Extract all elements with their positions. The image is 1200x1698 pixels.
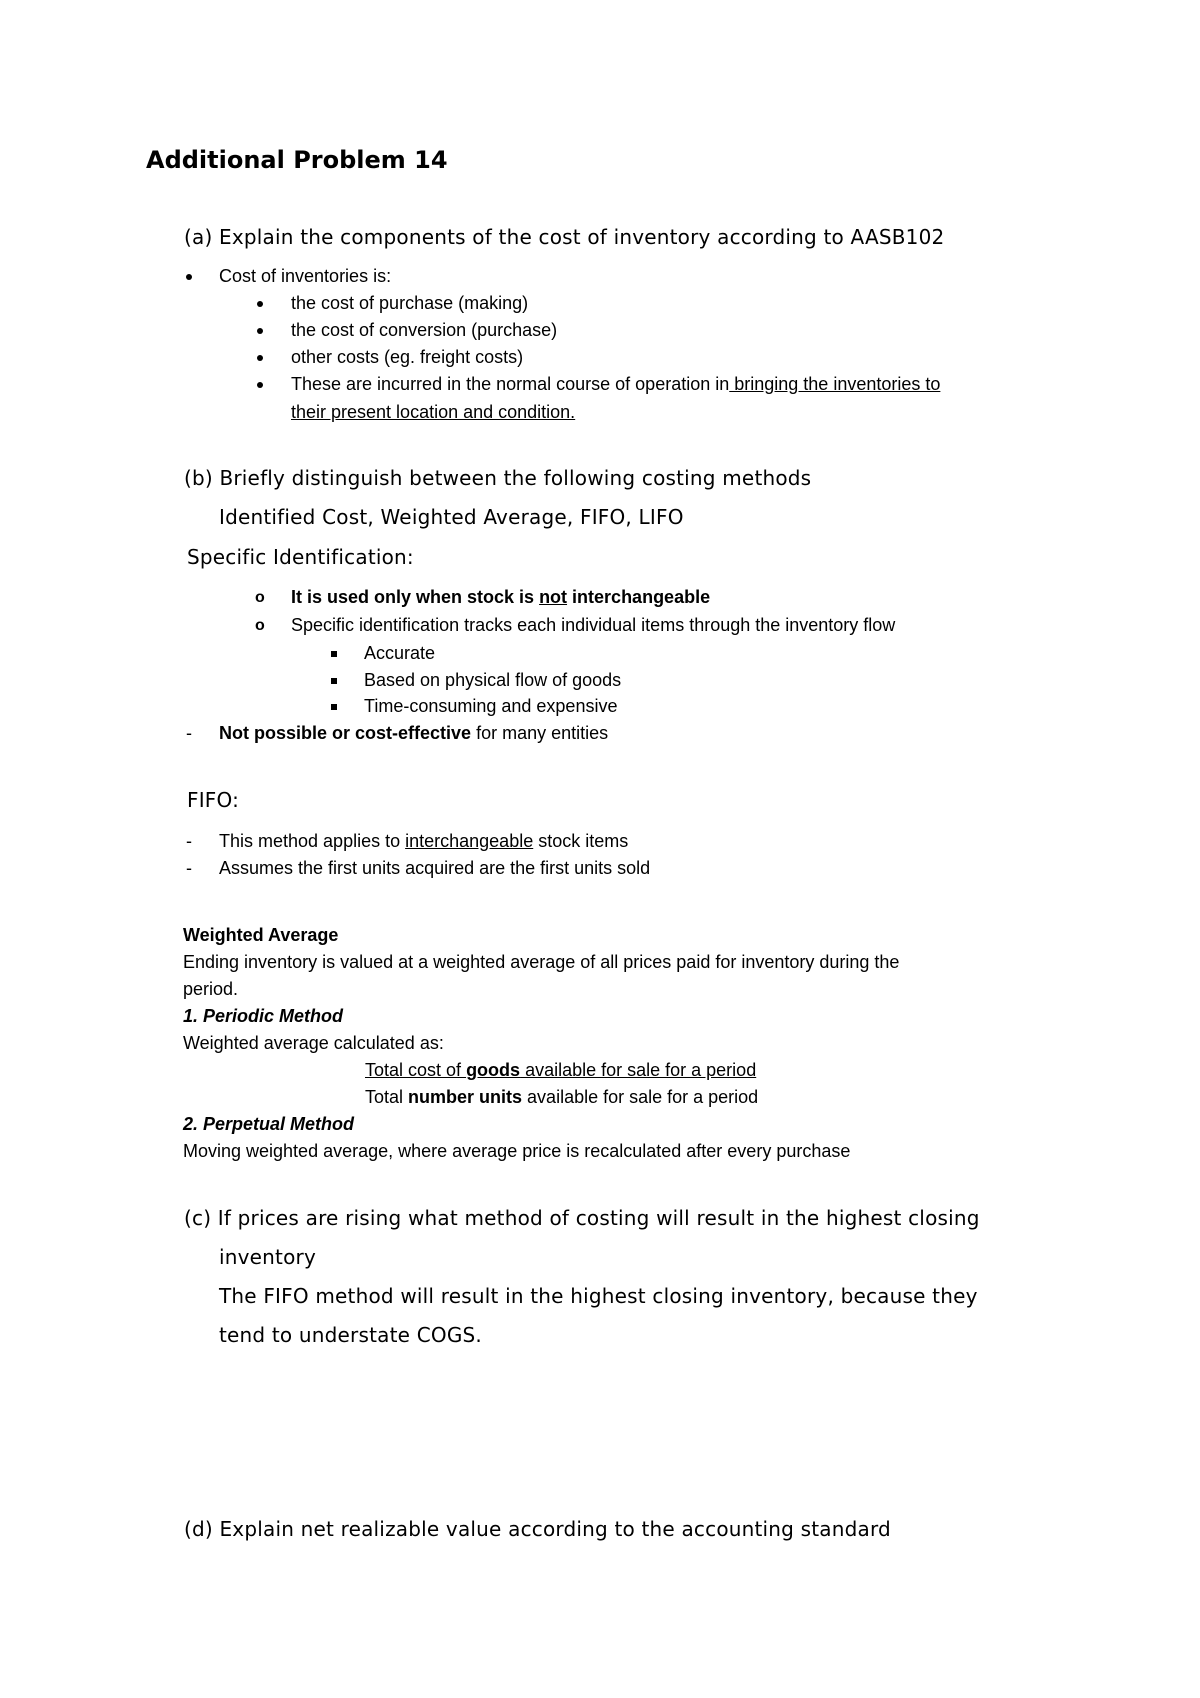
question-c-cont: inventory bbox=[219, 1245, 316, 1269]
question-a: (a) Explain the components of the cost of inventory according to AASB102 bbox=[184, 225, 945, 249]
square-bullet-icon bbox=[331, 704, 337, 710]
underlined-text: their present location and condition. bbox=[291, 402, 576, 422]
specific-identification-heading: Specific Identification: bbox=[187, 545, 414, 569]
sub-list-item: Accurate bbox=[364, 643, 436, 663]
list-item bbox=[219, 723, 608, 744]
sub-list-item: Time-consuming and expensive bbox=[364, 696, 618, 716]
list-item: Specific identification tracks each individual items through the inventory flow bbox=[291, 615, 896, 635]
square-bullet-icon bbox=[331, 651, 337, 657]
formula-text: number units bbox=[408, 1087, 523, 1107]
formula-text: goods bbox=[466, 1060, 521, 1080]
question-b-methods: Identified Cost, Weighted Average, FIFO, LIFO bbox=[219, 505, 684, 529]
circle-bullet-icon: o bbox=[255, 617, 265, 634]
page-title: Additional Problem 14 bbox=[146, 146, 448, 174]
square-bullet-icon bbox=[331, 678, 337, 684]
weighted-average-desc: period. bbox=[183, 979, 239, 999]
moving-average-desc: Moving weighted average, where average price is recalculated after every purchase bbox=[183, 1141, 851, 1161]
weighted-average-heading: Weighted Average bbox=[183, 925, 339, 945]
list-item-text: These are incurred in the normal course of operation in bbox=[291, 374, 730, 394]
bullet-icon bbox=[257, 355, 263, 361]
list-item bbox=[219, 831, 628, 852]
dash-bullet-icon: - bbox=[186, 831, 192, 851]
answer-c-cont: tend to understate COGS. bbox=[219, 1323, 482, 1347]
list-item: Assumes the first units acquired are the first units sold bbox=[219, 858, 651, 878]
question-c: (c) If prices are rising what method of costing will result in the highest closing bbox=[184, 1206, 980, 1230]
list-item-text: for many entities bbox=[471, 723, 609, 743]
bullet-icon bbox=[257, 301, 263, 307]
list-item-text: interchangeable bbox=[567, 587, 711, 607]
question-b: (b) Briefly distinguish between the following costing methods bbox=[184, 466, 812, 490]
list-item: other costs (eg. freight costs) bbox=[291, 347, 524, 367]
bold-text: Not possible or cost-effective bbox=[219, 723, 472, 743]
list-item bbox=[291, 587, 710, 608]
bullet-icon bbox=[257, 382, 263, 388]
underlined-text: interchangeable bbox=[405, 831, 534, 851]
formula-numerator bbox=[365, 1060, 756, 1081]
question-d: (d) Explain net realizable value according to the accounting standard bbox=[184, 1517, 891, 1541]
formula-text: Total bbox=[365, 1087, 409, 1107]
bullet-icon bbox=[186, 274, 192, 280]
sub-list-item: Based on physical flow of goods bbox=[364, 670, 622, 690]
list-item-text: It is used only when stock is bbox=[291, 587, 540, 607]
cost-of-inventories-lead: Cost of inventories is: bbox=[219, 266, 392, 286]
list-item: the cost of purchase (making) bbox=[291, 293, 529, 313]
answer-c: The FIFO method will result in the highest closing inventory, because they bbox=[219, 1284, 978, 1308]
dash-bullet-icon: - bbox=[186, 858, 192, 878]
list-item: the cost of conversion (purchase) bbox=[291, 320, 558, 340]
bullet-icon bbox=[257, 328, 263, 334]
fifo-heading: FIFO: bbox=[187, 788, 240, 812]
periodic-method-heading: 1. Periodic Method bbox=[183, 1006, 344, 1026]
formula-text: available for sale for a period bbox=[522, 1087, 759, 1107]
formula-denominator bbox=[365, 1087, 758, 1108]
list-item bbox=[291, 374, 940, 395]
underlined-text: bringing the inventories to bbox=[729, 374, 941, 394]
list-item-text: stock items bbox=[533, 831, 629, 851]
dash-bullet-icon: - bbox=[186, 723, 192, 743]
formula-text: Total cost of bbox=[365, 1060, 467, 1080]
underlined-text: not bbox=[539, 587, 568, 607]
formula-text: available for sale for a period bbox=[520, 1060, 757, 1080]
list-item-text: This method applies to bbox=[219, 831, 406, 851]
circle-bullet-icon: o bbox=[255, 589, 265, 606]
calculation-lead: Weighted average calculated as: bbox=[183, 1033, 444, 1053]
weighted-average-desc: Ending inventory is valued at a weighted average of all prices paid for inventory during the bbox=[183, 952, 900, 972]
perpetual-method-heading: 2. Perpetual Method bbox=[183, 1114, 355, 1134]
